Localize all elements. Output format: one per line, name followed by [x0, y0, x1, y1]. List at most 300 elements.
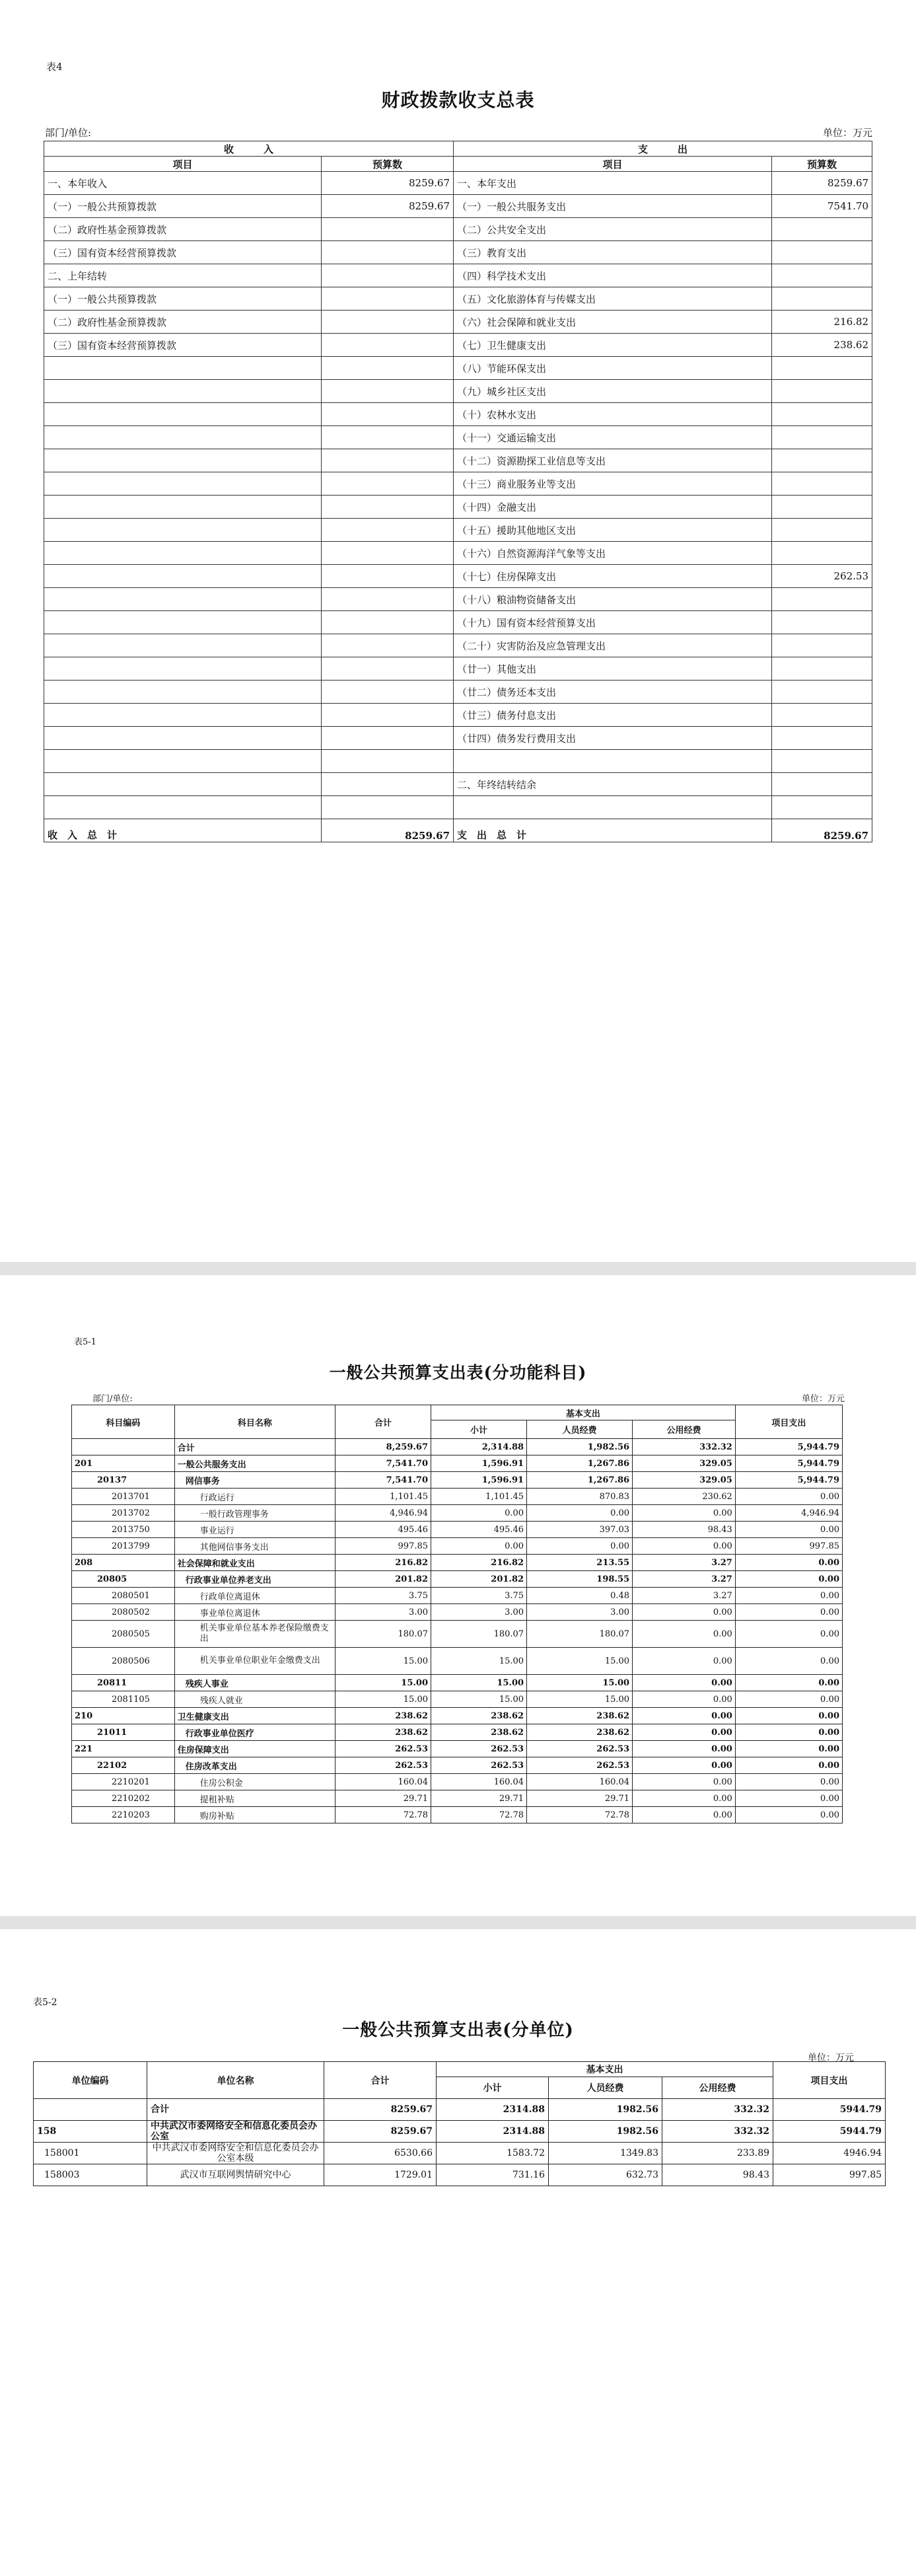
- table-tag: 表4: [46, 61, 63, 73]
- amount-cell: 5,944.79: [735, 1472, 842, 1489]
- subject-code: [72, 1439, 175, 1455]
- income-value: [322, 357, 454, 380]
- table-row: [44, 380, 872, 403]
- amount-cell: 1,101.45: [431, 1489, 527, 1505]
- amount-cell: 5,944.79: [735, 1439, 842, 1455]
- table-row: [72, 1439, 843, 1455]
- table-row: [72, 1489, 843, 1505]
- h-person: 人员经费: [527, 1420, 633, 1439]
- income-value: [322, 796, 454, 819]
- expense-item: （十）农林水支出: [454, 403, 772, 426]
- amount-cell: 3.27: [633, 1571, 736, 1588]
- amount-cell: 2,314.88: [431, 1439, 527, 1455]
- summary-table: [44, 141, 872, 842]
- expense-value: [772, 496, 872, 519]
- page-2: [0, 1275, 916, 1916]
- income-value: [322, 472, 454, 496]
- amount-cell: 0.00: [633, 1648, 736, 1675]
- expense-value: [772, 519, 872, 542]
- amount-cell: 262.53: [431, 1757, 527, 1774]
- table-row: [72, 1790, 843, 1807]
- expense-item: [454, 750, 772, 773]
- amount-cell: 3.00: [527, 1604, 633, 1621]
- amount-cell: 3.75: [431, 1588, 527, 1604]
- unit-name: 中共武汉市委网络安全和信息化委员会办公室本级: [147, 2143, 324, 2164]
- unit-code: 158003: [34, 2164, 147, 2186]
- amount-cell: 3.75: [335, 1588, 431, 1604]
- amount-cell: 1729.01: [324, 2164, 437, 2186]
- amount-cell: 997.85: [735, 1538, 842, 1555]
- expense-item: （廿四）债务发行费用支出: [454, 727, 772, 750]
- amount-cell: 4946.94: [773, 2143, 886, 2164]
- expense-value: [772, 542, 872, 565]
- amount-cell: 238.62: [527, 1724, 633, 1741]
- income-item: [44, 380, 322, 403]
- table-row: [44, 704, 872, 727]
- subject-name: 机关事业单位职业年金缴费支出: [174, 1648, 335, 1675]
- subject-name: 事业单位离退休: [174, 1604, 335, 1621]
- table-row: [72, 1555, 843, 1571]
- amount-cell: 1583.72: [437, 2143, 549, 2164]
- expense-value: [772, 449, 872, 472]
- expense-item: 二、年终结转结余: [454, 773, 772, 796]
- amount-cell: 238.62: [335, 1724, 431, 1741]
- income-item: [44, 773, 322, 796]
- amount-cell: 397.03: [527, 1522, 633, 1538]
- amount-cell: 0.00: [633, 1604, 736, 1621]
- income-value: [322, 287, 454, 311]
- h-sub: 小计: [437, 2077, 549, 2099]
- amount-cell: 0.00: [735, 1691, 842, 1708]
- amount-cell: 332.32: [662, 2099, 773, 2121]
- amount-cell: 15.00: [431, 1648, 527, 1675]
- col-item: 项目: [44, 157, 322, 172]
- amount-cell: 238.62: [527, 1708, 633, 1724]
- income-item: [44, 403, 322, 426]
- table-row: [44, 426, 872, 449]
- amount-cell: 238.62: [431, 1724, 527, 1741]
- unit-name: 中共武汉市委网络安全和信息化委员会办公室: [147, 2121, 324, 2143]
- expense-value: [772, 264, 872, 287]
- amount-cell: 0.00: [735, 1555, 842, 1571]
- income-item: [44, 634, 322, 657]
- expense-value: [772, 218, 872, 241]
- income-value: [322, 704, 454, 727]
- amount-cell: 0.00: [735, 1588, 842, 1604]
- table-row: [44, 796, 872, 819]
- h-project: 项目支出: [735, 1405, 842, 1439]
- table-row: [44, 611, 872, 634]
- amount-cell: 3.27: [633, 1555, 736, 1571]
- expense-total-label: 支 出 总 计: [454, 819, 772, 842]
- subject-code: 201: [72, 1455, 175, 1472]
- amount-cell: 0.00: [527, 1538, 633, 1555]
- amount-cell: 0.00: [735, 1774, 842, 1790]
- amount-cell: 160.04: [431, 1774, 527, 1790]
- income-value: [322, 218, 454, 241]
- table-row: [44, 172, 872, 195]
- subject-name: 合计: [174, 1439, 335, 1455]
- amount-cell: 201.82: [335, 1571, 431, 1588]
- income-item: [44, 565, 322, 588]
- amount-cell: 160.04: [527, 1774, 633, 1790]
- table-row: [72, 1604, 843, 1621]
- amount-cell: 0.00: [735, 1741, 842, 1757]
- subject-code: 2080506: [72, 1648, 175, 1675]
- table-row: [72, 1675, 843, 1691]
- amount-cell: 72.78: [527, 1807, 633, 1823]
- col-budget: 预算数: [772, 157, 872, 172]
- amount-cell: 233.89: [662, 2143, 773, 2164]
- col-budget: 预算数: [322, 157, 454, 172]
- expense-item: （九）城乡社区支出: [454, 380, 772, 403]
- expense-item: （廿三）债务付息支出: [454, 704, 772, 727]
- amount-cell: 0.00: [735, 1757, 842, 1774]
- table-row: [44, 565, 872, 588]
- table-row: [72, 1741, 843, 1757]
- amount-cell: 15.00: [527, 1675, 633, 1691]
- amount-cell: 180.07: [527, 1621, 633, 1648]
- amount-cell: 72.78: [335, 1807, 431, 1823]
- table-row: [72, 1571, 843, 1588]
- subject-code: 2013702: [72, 1505, 175, 1522]
- amount-cell: 0.00: [735, 1790, 842, 1807]
- amount-cell: 198.55: [527, 1571, 633, 1588]
- subject-code: 21011: [72, 1724, 175, 1741]
- amount-cell: 0.00: [735, 1489, 842, 1505]
- expense-item: （七）卫生健康支出: [454, 334, 772, 357]
- table-row: [44, 334, 872, 357]
- amount-cell: 0.00: [735, 1807, 842, 1823]
- amount-cell: 15.00: [335, 1648, 431, 1675]
- subject-code: 2210201: [72, 1774, 175, 1790]
- col-item: 项目: [454, 157, 772, 172]
- expense-item: （十四）金融支出: [454, 496, 772, 519]
- amount-cell: 180.07: [431, 1621, 527, 1648]
- income-item: [44, 704, 322, 727]
- amount-cell: 1,982.56: [527, 1439, 633, 1455]
- subject-code: 2013750: [72, 1522, 175, 1538]
- income-item: [44, 681, 322, 704]
- expense-value: 238.62: [772, 334, 872, 357]
- h-public: 公用经费: [633, 1420, 736, 1439]
- expense-value: [772, 681, 872, 704]
- amount-cell: 3.00: [431, 1604, 527, 1621]
- table-tag: 表5-1: [74, 1337, 96, 1347]
- subject-name: 机关事业单位基本养老保险缴费支出: [174, 1621, 335, 1648]
- table-row: [44, 472, 872, 496]
- expense-item: （十五）援助其他地区支出: [454, 519, 772, 542]
- amount-cell: 238.62: [335, 1708, 431, 1724]
- unit-label: 单位：万元: [801, 1394, 845, 1404]
- table-row: [72, 1538, 843, 1555]
- amount-cell: 0.00: [735, 1648, 842, 1675]
- table-row: [34, 2164, 886, 2186]
- table-row: [72, 1522, 843, 1538]
- subject-name: 行政单位离退休: [174, 1588, 335, 1604]
- expense-value: 262.53: [772, 565, 872, 588]
- subject-name: 残疾人事业: [174, 1675, 335, 1691]
- expense-item: （十六）自然资源海洋气象等支出: [454, 542, 772, 565]
- subject-code: 210: [72, 1708, 175, 1724]
- table-row: [44, 542, 872, 565]
- income-value: [322, 565, 454, 588]
- income-value: [322, 542, 454, 565]
- amount-cell: 15.00: [431, 1675, 527, 1691]
- amount-cell: 8259.67: [324, 2121, 437, 2143]
- table-row: [44, 449, 872, 472]
- subject-name: 住房保障支出: [174, 1741, 335, 1757]
- expense-value: [772, 727, 872, 750]
- amount-cell: 332.32: [633, 1439, 736, 1455]
- table-row: [44, 496, 872, 519]
- expense-value: [772, 750, 872, 773]
- table-tag: 表5-2: [33, 1997, 57, 2008]
- table-row: [44, 773, 872, 796]
- amount-cell: 262.53: [527, 1757, 633, 1774]
- table-row: [72, 1757, 843, 1774]
- amount-cell: 15.00: [431, 1691, 527, 1708]
- subject-name: 残疾人就业: [174, 1691, 335, 1708]
- amount-cell: 262.53: [335, 1757, 431, 1774]
- table-row: [72, 1588, 843, 1604]
- subject-name: 事业运行: [174, 1522, 335, 1538]
- amount-cell: 0.00: [633, 1621, 736, 1648]
- amount-cell: 7,541.70: [335, 1455, 431, 1472]
- amount-cell: 0.00: [735, 1675, 842, 1691]
- table-row: [44, 727, 872, 750]
- amount-cell: 2314.88: [437, 2099, 549, 2121]
- table-row: [44, 287, 872, 311]
- subject-name: 行政事业单位医疗: [174, 1724, 335, 1741]
- income-item: （一）一般公共预算拨款: [44, 195, 322, 218]
- income-total-label: 收 入 总 计: [44, 819, 322, 842]
- subject-code: 22102: [72, 1757, 175, 1774]
- income-item: [44, 449, 322, 472]
- table-row: [44, 634, 872, 657]
- amount-cell: 0.00: [633, 1538, 736, 1555]
- income-item: （三）国有资本经营预算拨款: [44, 334, 322, 357]
- amount-cell: 1982.56: [549, 2099, 662, 2121]
- income-item: （三）国有资本经营预算拨款: [44, 241, 322, 264]
- expense-total-value: 8259.67: [772, 819, 872, 842]
- h-basic: 基本支出: [437, 2062, 773, 2077]
- table-row: [72, 1774, 843, 1790]
- expense-item: （十九）国有资本经营预算支出: [454, 611, 772, 634]
- amount-cell: 0.00: [633, 1505, 736, 1522]
- amount-cell: 0.00: [431, 1538, 527, 1555]
- amount-cell: 5,944.79: [735, 1455, 842, 1472]
- table-row: [72, 1724, 843, 1741]
- amount-cell: 495.46: [431, 1522, 527, 1538]
- amount-cell: 0.00: [633, 1790, 736, 1807]
- income-item: （一）一般公共预算拨款: [44, 287, 322, 311]
- table-row: [72, 1472, 843, 1489]
- amount-cell: 0.00: [633, 1774, 736, 1790]
- income-value: [322, 403, 454, 426]
- expense-value: [772, 611, 872, 634]
- income-item: [44, 426, 322, 449]
- expense-value: [772, 403, 872, 426]
- expense-value: [772, 704, 872, 727]
- income-value: [322, 311, 454, 334]
- amount-cell: 0.48: [527, 1588, 633, 1604]
- dept-label: 部门/单位:: [45, 127, 92, 139]
- expense-item: （十一）交通运输支出: [454, 426, 772, 449]
- h-name: 单位名称: [147, 2062, 324, 2099]
- table-row: [72, 1691, 843, 1708]
- expense-item: （廿二）债务还本支出: [454, 681, 772, 704]
- h-code: 单位编码: [34, 2062, 147, 2099]
- amount-cell: 0.00: [735, 1522, 842, 1538]
- amount-cell: 0.00: [431, 1505, 527, 1522]
- amount-cell: 329.05: [633, 1472, 736, 1489]
- table-row: [72, 1708, 843, 1724]
- table-row: [44, 218, 872, 241]
- amount-cell: 262.53: [527, 1741, 633, 1757]
- subject-code: 2080505: [72, 1621, 175, 1648]
- expense-item: （四）科学技术支出: [454, 264, 772, 287]
- table-row: [72, 1505, 843, 1522]
- subject-code: 2080502: [72, 1604, 175, 1621]
- amount-cell: 332.32: [662, 2121, 773, 2143]
- income-value: [322, 681, 454, 704]
- expense-value: [772, 588, 872, 611]
- income-value: [322, 449, 454, 472]
- table-row: [34, 2143, 886, 2164]
- income-value: [322, 241, 454, 264]
- amount-cell: 1,596.91: [431, 1455, 527, 1472]
- income-value: 8259.67: [322, 172, 454, 195]
- amount-cell: 870.83: [527, 1489, 633, 1505]
- income-value: [322, 634, 454, 657]
- expense-value: [772, 241, 872, 264]
- amount-cell: 8259.67: [324, 2099, 437, 2121]
- function-table: [71, 1405, 843, 1823]
- income-item: [44, 727, 322, 750]
- income-item: （二）政府性基金预算拨款: [44, 218, 322, 241]
- amount-cell: 4,946.94: [335, 1505, 431, 1522]
- unit-code: [34, 2099, 147, 2121]
- income-item: 二、上年结转: [44, 264, 322, 287]
- page-title: 财政拨款收支总表: [381, 89, 535, 111]
- expense-value: [772, 773, 872, 796]
- income-item: （二）政府性基金预算拨款: [44, 311, 322, 334]
- table-row: [44, 588, 872, 611]
- subject-code: 2013799: [72, 1538, 175, 1555]
- subject-code: 2210202: [72, 1790, 175, 1807]
- table-row: [34, 2099, 886, 2121]
- subject-name: 卫生健康支出: [174, 1708, 335, 1724]
- amount-cell: 201.82: [431, 1571, 527, 1588]
- amount-cell: 180.07: [335, 1621, 431, 1648]
- amount-cell: 2314.88: [437, 2121, 549, 2143]
- expense-item: （十二）资源勘探工业信息等支出: [454, 449, 772, 472]
- income-item: [44, 472, 322, 496]
- amount-cell: 98.43: [633, 1522, 736, 1538]
- expense-item: （十七）住房保障支出: [454, 565, 772, 588]
- amount-cell: 0.00: [633, 1691, 736, 1708]
- amount-cell: 262.53: [431, 1741, 527, 1757]
- table-row: [44, 681, 872, 704]
- page-1: [0, 0, 916, 1262]
- amount-cell: 160.04: [335, 1774, 431, 1790]
- subject-code: 221: [72, 1741, 175, 1757]
- amount-cell: 3.27: [633, 1588, 736, 1604]
- expense-item: [454, 796, 772, 819]
- amount-cell: 1,101.45: [335, 1489, 431, 1505]
- amount-cell: 29.71: [335, 1790, 431, 1807]
- subject-name: 住房改革支出: [174, 1757, 335, 1774]
- income-value: [322, 727, 454, 750]
- amount-cell: 0.00: [633, 1757, 736, 1774]
- amount-cell: 29.71: [431, 1790, 527, 1807]
- amount-cell: 29.71: [527, 1790, 633, 1807]
- h-total: 合计: [324, 2062, 437, 2099]
- income-item: [44, 657, 322, 681]
- subject-name: 行政事业单位养老支出: [174, 1571, 335, 1588]
- income-value: [322, 264, 454, 287]
- income-value: [322, 380, 454, 403]
- expense-item: （十八）粮油物资储备支出: [454, 588, 772, 611]
- amount-cell: 997.85: [773, 2164, 886, 2186]
- subject-name: 住房公积金: [174, 1774, 335, 1790]
- unit-name: 合计: [147, 2099, 324, 2121]
- amount-cell: 632.73: [549, 2164, 662, 2186]
- amount-cell: 0.00: [633, 1724, 736, 1741]
- amount-cell: 1982.56: [549, 2121, 662, 2143]
- subject-code: 20805: [72, 1571, 175, 1588]
- amount-cell: 0.00: [633, 1741, 736, 1757]
- table-row: [44, 403, 872, 426]
- page-title: 一般公共预算支出表(分单位): [342, 2020, 574, 2040]
- subject-name: 一般公共服务支出: [174, 1455, 335, 1472]
- expense-item: （十三）商业服务业等支出: [454, 472, 772, 496]
- expense-value: 7541.70: [772, 195, 872, 218]
- amount-cell: 0.00: [633, 1675, 736, 1691]
- h-public: 公用经费: [662, 2077, 773, 2099]
- amount-cell: 5944.79: [773, 2121, 886, 2143]
- h-project: 项目支出: [773, 2062, 886, 2099]
- subject-name: 其他网信事务支出: [174, 1538, 335, 1555]
- dept-label: 部门/单位:: [92, 1394, 133, 1404]
- subject-name: 提租补贴: [174, 1790, 335, 1807]
- expense-item: 一、本年支出: [454, 172, 772, 195]
- expense-value: [772, 357, 872, 380]
- income-item: [44, 588, 322, 611]
- amount-cell: 0.00: [735, 1621, 842, 1648]
- income-total-value: 8259.67: [322, 819, 454, 842]
- expense-value: [772, 634, 872, 657]
- unit-label: 单位：万元: [822, 127, 872, 139]
- income-item: [44, 519, 322, 542]
- amount-cell: 216.82: [431, 1555, 527, 1571]
- subject-code: 2080501: [72, 1588, 175, 1604]
- income-value: [322, 334, 454, 357]
- subject-code: 20137: [72, 1472, 175, 1489]
- expense-value: [772, 380, 872, 403]
- amount-cell: 262.53: [335, 1741, 431, 1757]
- income-item: [44, 357, 322, 380]
- amount-cell: 0.00: [735, 1571, 842, 1588]
- unit-code: 158001: [34, 2143, 147, 2164]
- amount-cell: 72.78: [431, 1807, 527, 1823]
- expense-value: [772, 796, 872, 819]
- income-value: 8259.67: [322, 195, 454, 218]
- subject-name: 购房补贴: [174, 1807, 335, 1823]
- amount-cell: 731.16: [437, 2164, 549, 2186]
- unit-code: 158: [34, 2121, 147, 2143]
